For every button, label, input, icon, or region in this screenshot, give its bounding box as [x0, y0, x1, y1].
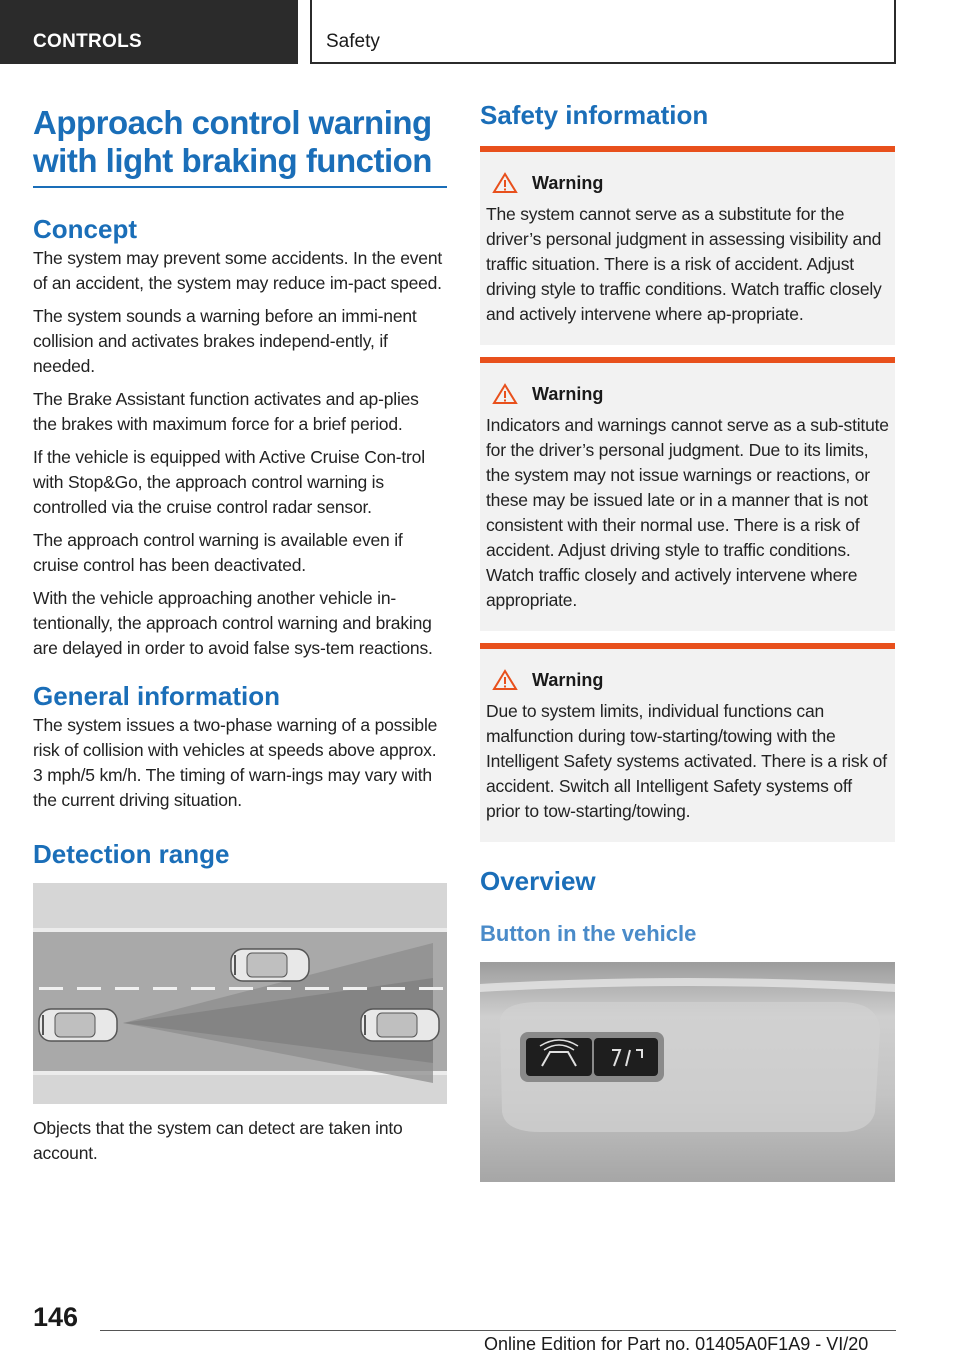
left-column [33, 104, 447, 1166]
chapter-label: Safety [326, 31, 380, 52]
concept-heading: Concept [33, 214, 137, 244]
concept-paragraph-6: With the vehicle approaching another vehicle in‐tentionally, the approach control warning and braking are delayed in order to avoid false sys‐tem reactions. [33, 588, 433, 658]
warning-title-text-3: Warning [532, 669, 604, 690]
general-paragraph: The system issues a two-phase warning of a possible risk of collision with vehicles at speeds above approx. 3 mph/5 km/h. The timing of warn‐ings may vary with the current driving situation. [33, 715, 438, 810]
warning-triangle-icon [492, 383, 518, 405]
title-rule [33, 186, 447, 188]
right-column [480, 100, 895, 1182]
chapter-tab [310, 0, 896, 64]
warning-title-3 [492, 669, 889, 691]
footer-edition: Online Edition for Part no. 01405A0F1A9 - VI/20 [484, 1334, 869, 1354]
figure-caption: Objects that the system can detect are taken into account. [33, 1118, 403, 1163]
page-number: 146 [33, 1302, 79, 1332]
warning-triangle-icon [492, 669, 518, 691]
section-tab [0, 0, 298, 64]
warning-title-text-2: Warning [532, 383, 604, 404]
concept-paragraph-4: If the vehicle is equipped with Active Cruise Con‐trol with Stop&Go, the approach control warning is controlled via the cruise control radar sensor. [33, 447, 425, 517]
concept-paragraph-3: The Brake Assistant function activates and ap‐plies the brakes with maximum force for a brief period. [33, 389, 419, 434]
warning-title-1 [492, 172, 889, 194]
warning-title-2 [492, 383, 889, 405]
page-title [33, 104, 447, 180]
detection-heading: Detection range [33, 839, 230, 869]
detection-range-figure [33, 883, 447, 1104]
concept-paragraph-5: The approach control warning is available even if cruise control has been deactivated. [33, 530, 403, 575]
button-illustration [480, 962, 895, 1182]
page-title-line2: with light braking function [33, 142, 432, 179]
warning-text-3: Due to system limits, individual functions can malfunction during tow-starting/towing with the Intelligent Safety systems activated. There is a risk of accident. Switch all Intelligent Safety systems off prior to tow-starting/towing. [486, 701, 887, 821]
footer-rule [100, 1330, 896, 1331]
section-label: CONTROLS [33, 31, 143, 52]
detection-range-illustration [33, 883, 447, 1104]
warning-text-2: Indicators and warnings cannot serve as a sub‐stitute for the driver’s personal judgment. Due to its limits, the system may not issue warnings or reactions, or these may be issued late or in a manner that is not consistent with their normal use. There is a risk of accident. Adjust driving style to traffic conditions. Watch traffic closely and actively intervene where appropriate. [486, 415, 889, 610]
warning-title-text-1: Warning [532, 172, 604, 193]
concept-paragraph-2: The system sounds a warning before an immi‐nent collision and activates brakes independ‐ently, if needed. [33, 306, 417, 376]
page-title-line1: Approach control warning [33, 104, 432, 141]
warning-triangle-icon [492, 172, 518, 194]
warning-text-1: The system cannot serve as a substitute for the driver’s personal judgment in assessing visibility and traffic situation. There is a risk of accident. Adjust driving style to traffic conditions. Watch traffic closely and actively intervene where ap‐propriate. [486, 204, 882, 324]
warning-box-2 [480, 357, 895, 631]
concept-paragraph-1: The system may prevent some accidents. In the event of an accident, the system may reduce im‐pact speed. [33, 248, 443, 293]
button-photo [480, 962, 895, 1182]
overview-heading: Overview [480, 866, 596, 896]
safety-heading: Safety information [480, 100, 709, 130]
warning-box-1 [480, 146, 895, 345]
general-heading: General information [33, 681, 281, 711]
warning-box-3 [480, 643, 895, 842]
button-heading: Button in the vehicle [480, 921, 697, 946]
